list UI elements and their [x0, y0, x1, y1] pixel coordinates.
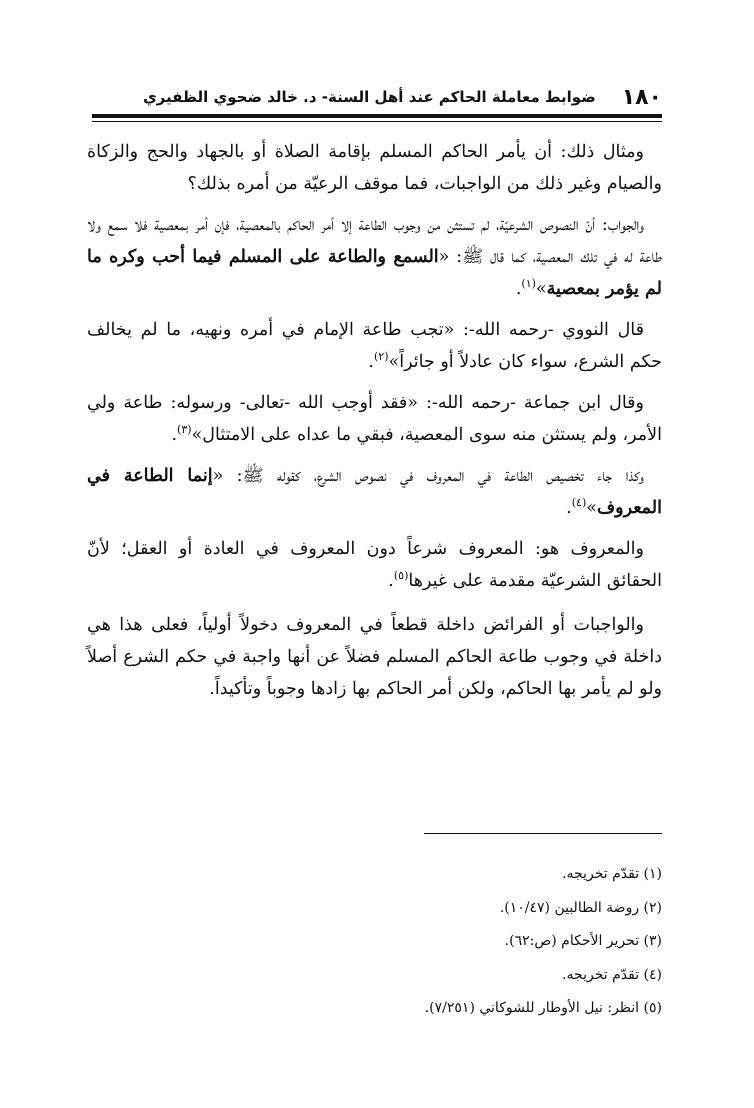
period: . — [566, 498, 572, 518]
footnote-ref-3[interactable]: (٣) — [177, 423, 192, 437]
paragraph-definition — [87, 533, 662, 597]
footnotes — [87, 858, 662, 1026]
period: . — [368, 352, 374, 372]
definition-text: والمعروف هو: المعروف شرعاً دون المعروف في العادة أو العقل؛ لأنّ الحقائق الشرعيّة مقدمة على غيرها — [87, 539, 662, 591]
footnote-separator — [424, 833, 662, 834]
period: . — [171, 425, 178, 445]
answer-text: والجواب: أنّ النصوص الشرعيّة، لم تستثن من وجوب الطاعة إلا أمر الحاكم بالمعصية، فإن أمر بمعصية فلا سمع ولا طاعة له في تلك المعصية، كما قال ﷺ: « — [87, 215, 662, 267]
page-number: ١٨٠ — [621, 84, 662, 110]
footnote-ref-2[interactable]: (٢) — [374, 350, 389, 364]
footnote-ref-4[interactable]: (٤) — [571, 496, 587, 510]
footnote-5: (٥) انظر: نيل الأوطار للشوكاني (٧/٢٥١). — [424, 1000, 662, 1016]
paragraph-answer — [87, 209, 662, 305]
paragraph-example: ومثال ذلك: أن يأمر الحاكم المسلم بإقامة الصلاة أو بالجهاد والحج والزكاة والصيام وغير ذلك من الواجبات، فما موقف الرعيّة من أمره بذلك؟ — [87, 142, 662, 194]
header-rule-thin — [92, 121, 662, 122]
footnote-3: (٣) تحرير الأحكام (ص:٦٢). — [504, 933, 662, 949]
paragraph-ibn-jamaah — [87, 387, 662, 451]
period: . — [388, 571, 394, 591]
nawawi-quote: قال النووي -رحمه الله-: «تجب طاعة الإمام في أمره ونهيه، ما لم يخالف حكم الشرع، سواء كان عادلاً أو جائراً» — [87, 320, 662, 372]
header-title: ضوابط معاملة الحاكم عند أهل السنة- د. خالد ضحوي الظفيري — [142, 88, 596, 106]
footnote-1: (١) تقدّم تخريجه. — [562, 866, 662, 882]
paragraph-nawawi — [87, 314, 662, 378]
footnote-2: (٢) روضة الطالبين (١٠/٤٧). — [499, 899, 662, 916]
period: . — [515, 279, 522, 299]
paragraph-obligations: والواجبات أو الفرائض داخلة قطعاً في المعروف دخولاً أولياً، فعلى هذا هي داخلة في وجوب طاعة الحاكم المسلم فضلاً عن أنها واجبة في حكم الشرع أصلاً ولو لم يأمر بها الحاكم، ولكن أمر الحاكم بها زادها وجوباً وتأكيداً. — [87, 615, 662, 699]
running-header — [92, 82, 662, 112]
quote-close: » — [535, 279, 547, 299]
footnote-ref-1[interactable]: (١) — [521, 277, 536, 291]
footnote-4: (٤) تقدّم تخريجه. — [562, 966, 662, 983]
hadith-quote: السمع والطاعة على المسلم فيما أحب وكره ما لم يؤمر بمعصية — [87, 247, 662, 299]
maruf-intro: وكذا جاء تخصيص الطاعة في المعروف في نصوص الشرع، كقوله ﷺ: « — [212, 466, 644, 486]
quote-close: » — [586, 498, 597, 518]
paragraph-maruf — [87, 460, 662, 524]
hadith-quote: إنما الطاعة في المعروف — [87, 466, 662, 518]
header-rule-thick — [92, 114, 662, 118]
main-text — [87, 136, 662, 714]
footnote-ref-5[interactable]: (٥) — [393, 569, 409, 583]
ibn-jamaah-quote: وقال ابن جماعة -رحمه الله-: «فقد أوجب الله -تعالى- ورسوله: طاعة ولي الأمر، ولم يستثن منه سوى المعصية، فبقي ما عداه على الامتثال» — [87, 393, 662, 445]
